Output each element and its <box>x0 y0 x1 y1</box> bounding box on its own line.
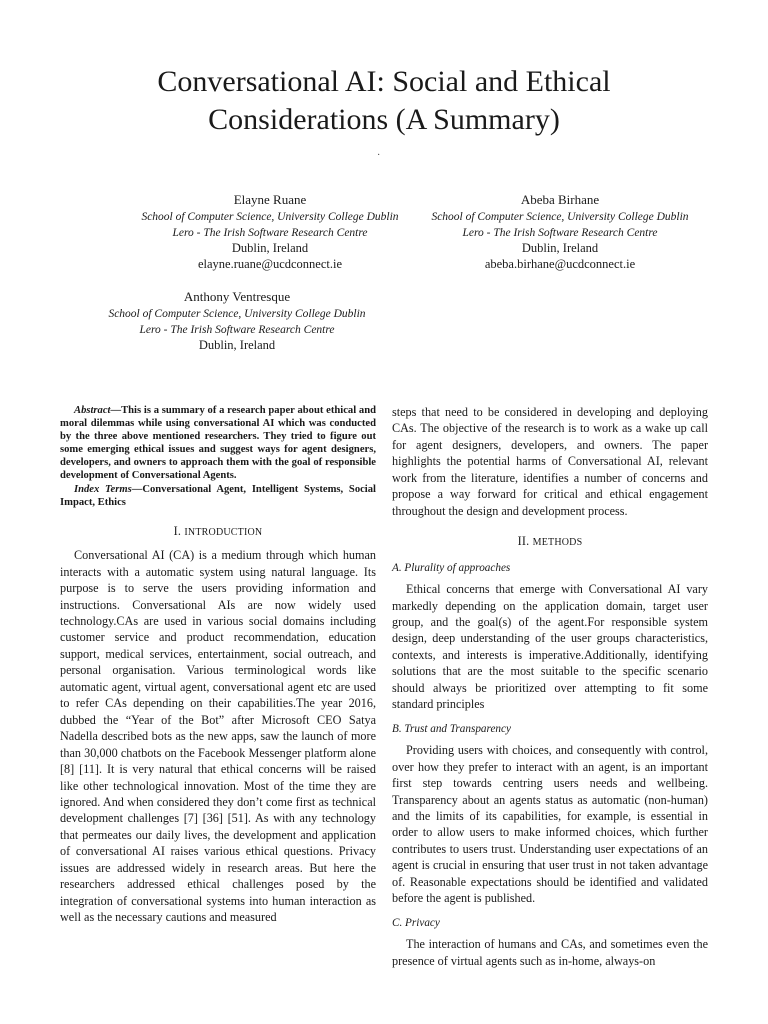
author-affiliation: Lero - The Irish Software Research Centre <box>172 226 368 239</box>
right-column <box>392 404 708 969</box>
author-block-3 <box>52 289 422 354</box>
section-numeral: I. <box>173 523 185 538</box>
author-affiliation: Lero - The Irish Software Research Centre <box>139 323 335 336</box>
section-title: INTRODUCTION <box>184 526 263 538</box>
section-heading-introduction <box>60 523 376 541</box>
author-affiliation: School of Computer Science, University College Dublin <box>431 210 689 223</box>
section-heading-methods <box>392 533 708 551</box>
author-affiliation: School of Computer Science, University College Dublin <box>108 307 366 320</box>
abstract-lead: Abstract <box>74 405 111 416</box>
title-dot: · <box>377 150 381 161</box>
title-line-1: Conversational AI: Social and Ethical <box>157 65 611 98</box>
continued-paragraph: steps that need to be considered in developing and deploying CAs. The objective of the research is to work as a wake up call for agent designers, developers, and owners. The paper highlights the potential harms of Conversational AI, relevant work from the literature, identifies a number of concerns and propose a way forward for critical and ethical engagement throughout the design and development process. <box>392 405 708 518</box>
paper-title <box>0 63 768 139</box>
index-terms-lead: Index Terms <box>74 483 132 495</box>
author-name: Elayne Ruane <box>233 192 307 207</box>
introduction-paragraph: Conversational AI (CA) is a medium through which human interacts with a automatic system using natural language. Its purpose is to serve the users providing information and instructions. Conversational AIs are now widely used technology.CAs are used in various social domains including customer service and product recommendation, education support, medical services, entertainment, social outreach, and personal organisation. Various terminological words like automatic agent, virtual agent, conversational agent etc are used to refer CAs depending on their capabilities.The year 2016, dubbed the “Year of the Bot” after Microsoft CEO Satya Nadella described bots as the new apps, saw the launch of more than 30,000 chatbots on the Facebook Messenger platform alone [8] [11]. It is very natural that ethical concerns will be raised like other technological innovation. Most of the time they are ignored. And when considered they don’t come first as technical development challenges [7] [36] [51]. As with any technology that permeates our daily lives, the development and application of conversational AI raises various ethical questions. Privacy issues are addressed widely in research areas. But here the researchers addressed ethical challenges posed by the integration of conversational systems into human interaction as well as the necessary cautions and measured <box>60 548 376 925</box>
subsection-heading-privacy: C. Privacy <box>392 916 440 929</box>
author-location: Dublin, Ireland <box>521 241 599 256</box>
author-affiliation: School of Computer Science, University College Dublin <box>141 210 399 223</box>
subsection-paragraph-plurality: Ethical concerns that emerge with Conversational AI vary markedly depending on the application domain, target user group, and the goal(s) of the agent.For responsible system design, deep understanding of the user groups characteristics, contexts, and interests is imperative.Additionally, identifying solutions that are the most suitable to the specific scenario should always be prioritized over attempting to fit some standard principles <box>392 582 708 712</box>
author-location: Dublin, Ireland <box>198 338 276 353</box>
author-location: Dublin, Ireland <box>231 241 309 256</box>
author-email: abeba.birhane@ucdconnect.ie <box>484 257 636 272</box>
subsection-paragraph-privacy: The interaction of humans and CAs, and sometimes even the presence of virtual agents such as in-home, always-on <box>392 937 708 968</box>
abstract-text: —This is a summary of a research paper about ethical and moral dilemmas while using conversational AI which was conducted by the three above mentioned researchers. They tried to figure out some emerging ethical issues and suggest ways for agent designers, developers, and owners to approach them with the goal of responsible development of Conversational Agents. <box>60 405 376 482</box>
index-terms-text: —Conversational Agent, Intelligent Systems, Social Impact, Ethics <box>60 483 376 508</box>
section-numeral: II. <box>517 534 533 549</box>
section-title: METHODS <box>532 537 583 549</box>
subsection-heading-plurality: A. Plurality of approaches <box>392 561 511 574</box>
author-name: Anthony Ventresque <box>183 289 291 304</box>
author-email: elayne.ruane@ucdconnect.ie <box>197 257 343 272</box>
left-column <box>60 404 376 926</box>
author-name: Abeba Birhane <box>520 192 600 207</box>
author-block-1 <box>85 192 455 273</box>
subsection-paragraph-trust: Providing users with choices, and consequently with control, over how they prefer to interact with an agent, is an important first step towards centring users needs and wellbeing. Transparency about an agents status as automatic (non-human) and the limits of its capabilities, for example, is essential in order to allow users to make informed choices, which further contributes to users trust. Understanding user expectations of an agent is crucial in ensuring that user trust in not taken advantage of. Reasonable expectations should be identified and validated before the agent is published. <box>392 743 708 906</box>
author-block-2 <box>405 192 715 273</box>
author-affiliation: Lero - The Irish Software Research Centre <box>462 226 658 239</box>
subsection-heading-trust: B. Trust and Transparency <box>392 722 511 735</box>
title-line-2: Considerations (A Summary) <box>208 103 560 136</box>
abstract <box>60 404 376 509</box>
